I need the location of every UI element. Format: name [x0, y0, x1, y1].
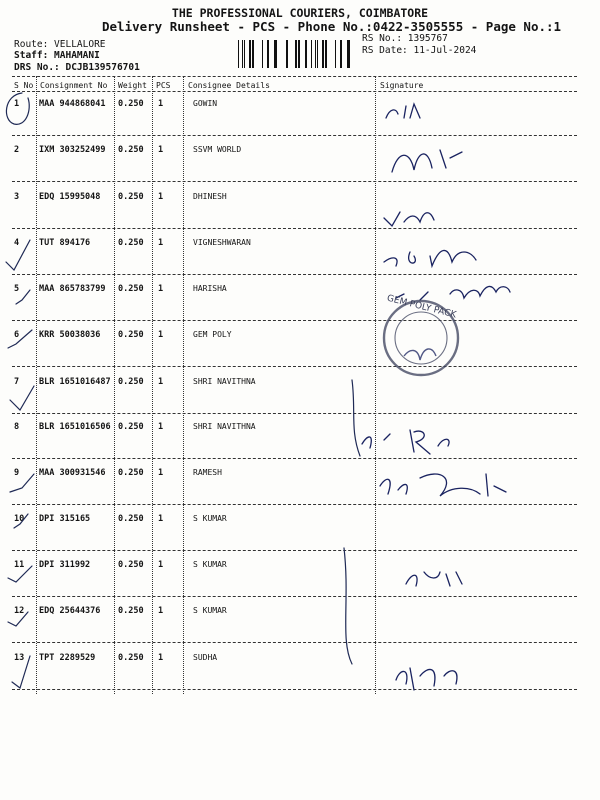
company-title: THE PROFESSIONAL COURIERS, COIMBATORE — [171, 6, 429, 20]
row-consignee: DHINESH — [193, 192, 227, 201]
row-sno: 9 — [14, 468, 20, 478]
company-stamp — [384, 301, 458, 375]
row-sno: 13 — [14, 653, 25, 663]
row-divider — [12, 366, 577, 367]
row-consignee: HARISHA — [193, 284, 227, 293]
row-pcs: 1 — [158, 192, 164, 202]
row-consignment-number: BLR 1651016506 — [39, 422, 111, 432]
barcode-bar — [322, 40, 324, 68]
row-pcs: 1 — [158, 99, 164, 109]
row-weight: 0.250 — [118, 330, 144, 340]
row-consignment-number: IXM 303252499 — [39, 145, 106, 155]
barcode-bar — [274, 40, 277, 68]
row-weight: 0.250 — [118, 560, 144, 570]
signature-row-2 — [392, 150, 462, 172]
signature-row-3 — [384, 212, 434, 226]
column-divider — [114, 76, 115, 694]
barcode-bar — [340, 40, 342, 68]
barcode-bar — [325, 40, 327, 68]
column-header-signature: Signature — [380, 81, 424, 90]
signature-row-13 — [396, 668, 457, 690]
row-pcs: 1 — [158, 653, 164, 663]
row-consignment-number: EDQ 25644376 — [39, 606, 101, 616]
row-pcs: 1 — [158, 422, 164, 432]
row-consignee: SHRI NAVITHNA — [193, 377, 256, 386]
row-weight: 0.250 — [118, 606, 144, 616]
row-consignee: S KUMAR — [193, 560, 227, 569]
row-divider — [12, 320, 577, 321]
check-mark — [8, 330, 32, 348]
column-divider — [375, 76, 376, 694]
check-mark — [10, 386, 34, 410]
row-consignee: SUDHA — [193, 653, 218, 662]
row-consignment-number: DPI 311992 — [39, 560, 91, 570]
column-divider — [152, 76, 153, 694]
row-consignee: VIGNESHWARAN — [193, 238, 251, 247]
row-weight: 0.250 — [118, 284, 144, 294]
row-pcs: 1 — [158, 514, 164, 524]
row-consignee: GOWIN — [193, 99, 218, 108]
barcode-bar — [286, 40, 288, 68]
divider — [12, 76, 577, 77]
column-header-weight: Weight — [118, 81, 147, 90]
row-pcs: 1 — [158, 606, 164, 616]
staff-label: Staff: MAHAMANI — [14, 50, 100, 61]
row-divider — [12, 504, 577, 505]
row-weight: 0.250 — [118, 422, 144, 432]
barcode-bar — [295, 40, 297, 68]
row-divider — [12, 689, 577, 690]
row-divider — [12, 181, 577, 182]
row-divider — [12, 135, 577, 136]
column-divider — [36, 76, 37, 694]
barcode-bar — [311, 40, 312, 68]
barcode-bar — [252, 40, 254, 68]
row-sno: 12 — [14, 606, 25, 616]
row-sno: 4 — [14, 238, 20, 248]
divider — [12, 91, 577, 92]
signature-row-4 — [384, 250, 476, 266]
rs-number: RS No.: 1395767 — [362, 33, 448, 44]
route-label: Route: VELLALORE — [14, 39, 106, 50]
barcode-image — [238, 40, 352, 68]
row-weight: 0.250 — [118, 468, 144, 478]
row-consignee: GEM POLY — [193, 330, 232, 339]
row-divider — [12, 413, 577, 414]
row-consignment-number: KRR 50038036 — [39, 330, 101, 340]
row-pcs: 1 — [158, 284, 164, 294]
row-weight: 0.250 — [118, 377, 144, 387]
row-consignment-number: MAA 300931546 — [39, 468, 106, 478]
row-sno: 2 — [14, 145, 20, 155]
row-pcs: 1 — [158, 145, 164, 155]
runsheet-title: Delivery Runsheet - PCS - Phone No.:0422-3505555 - Page No.:1 — [102, 19, 562, 34]
row-divider — [12, 228, 577, 229]
row-sno: 5 — [14, 284, 20, 294]
row-pcs: 1 — [158, 377, 164, 387]
row-sno: 8 — [14, 422, 20, 432]
row-sno: 7 — [14, 377, 20, 387]
barcode-bar — [305, 40, 307, 68]
row-consignment-number: TPT 2289529 — [39, 653, 96, 663]
rs-date: RS Date: 11-Jul-2024 — [362, 45, 477, 56]
row-sno: 11 — [14, 560, 25, 570]
row-weight: 0.250 — [118, 653, 144, 663]
row-sno: 6 — [14, 330, 20, 340]
column-header-pcs: PCS — [156, 81, 171, 90]
row-divider — [12, 642, 577, 643]
barcode-bar — [267, 40, 269, 68]
signature-row-1 — [386, 104, 420, 118]
barcode-bar — [315, 40, 316, 68]
row-pcs: 1 — [158, 330, 164, 340]
barcode-bar — [262, 40, 263, 68]
row-weight: 0.250 — [118, 145, 144, 155]
row-divider — [12, 458, 577, 459]
column-header-consignee: Consignee Details — [188, 81, 270, 90]
row-consignee: S KUMAR — [193, 514, 227, 523]
bracket-mark — [352, 380, 360, 456]
row-consignee: SHRI NAVITHNA — [193, 422, 256, 431]
row-weight: 0.250 — [118, 99, 144, 109]
row-weight: 0.250 — [118, 514, 144, 524]
row-consignment-number: EDQ 15995048 — [39, 192, 101, 202]
row-consignee: SSVM WORLD — [193, 145, 242, 154]
row-consignment-number: MAA 865783799 — [39, 284, 106, 294]
signature-row-9 — [380, 474, 506, 496]
row-pcs: 1 — [158, 560, 164, 570]
drs-number: DRS No.: DCJB139576701 — [14, 62, 140, 73]
barcode-bar — [249, 40, 251, 68]
row-consignment-number: MAA 944868041 — [39, 99, 106, 109]
barcode-bar — [347, 40, 350, 68]
signature-row-5 — [396, 286, 510, 300]
row-divider — [12, 596, 577, 597]
row-weight: 0.250 — [118, 192, 144, 202]
row-divider — [12, 550, 577, 551]
barcode-bar — [244, 40, 245, 68]
row-sno: 10 — [14, 514, 25, 524]
barcode-bar — [335, 40, 336, 68]
column-header-sno: S No — [14, 81, 34, 90]
row-sno: 1 — [14, 99, 20, 109]
bracket-mark — [344, 548, 352, 664]
column-header-consignment: Consignment No — [40, 81, 108, 90]
barcode-bar — [317, 40, 318, 68]
row-sno: 3 — [14, 192, 20, 202]
row-weight: 0.250 — [118, 238, 144, 248]
row-consignment-number: DPI 315165 — [39, 514, 91, 524]
stamp-text: GEM POLY PACK — [385, 293, 458, 321]
row-pcs: 1 — [158, 238, 164, 248]
row-divider — [12, 274, 577, 275]
row-pcs: 1 — [158, 468, 164, 478]
barcode-bar — [238, 40, 239, 68]
row-consignee: S KUMAR — [193, 606, 227, 615]
row-consignee: RAMESH — [193, 468, 222, 477]
barcode-bar — [298, 40, 300, 68]
signature-row-11 — [406, 572, 462, 586]
row-consignment-number: TUT 894176 — [39, 238, 91, 248]
row-consignment-number: BLR 1651016487 — [39, 377, 111, 387]
barcode-bar — [242, 40, 243, 68]
column-divider — [183, 76, 184, 694]
